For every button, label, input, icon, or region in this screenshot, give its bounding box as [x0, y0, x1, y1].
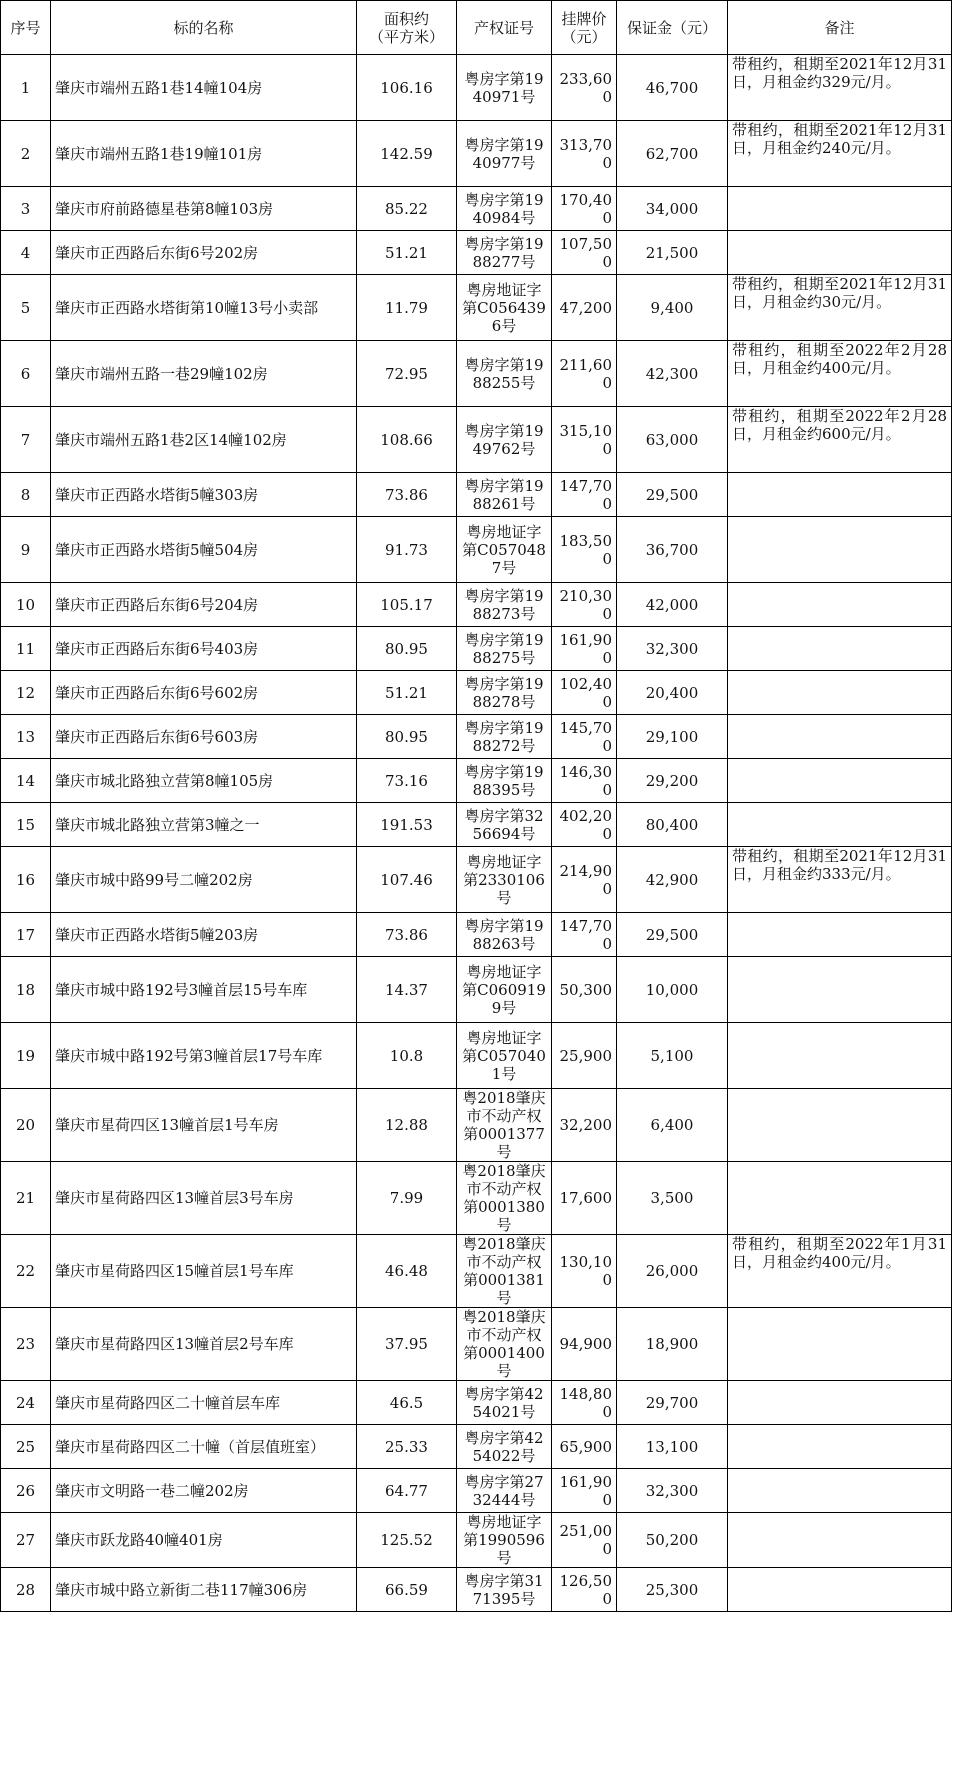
table-row: [1, 341, 952, 407]
cell-area: 11.79: [357, 275, 457, 341]
cell-name: 肇庆市正西路水塔街5幢303房: [51, 473, 357, 517]
cell-area: 73.16: [357, 759, 457, 803]
cell-cert: 粤房字第1988273号: [457, 583, 552, 627]
cell-name: 肇庆市星荷路四区二十幢首层车库: [51, 1381, 357, 1425]
cell-price: 147,700: [552, 913, 617, 957]
cell-note: 带租约，租期至2021年12月31日，月租金约30元/月。: [728, 275, 952, 341]
cell-area: 80.95: [357, 715, 457, 759]
cell-note: [728, 1425, 952, 1469]
cell-cert: 粤房字第1988395号: [457, 759, 552, 803]
cell-note: 带租约，租期至2021年12月31日，月租金约333元/月。: [728, 847, 952, 913]
cell-area: 80.95: [357, 627, 457, 671]
cell-price: 251,000: [552, 1513, 617, 1568]
cell-seq: 27: [1, 1513, 51, 1568]
cell-seq: 14: [1, 759, 51, 803]
header-area-line2: （平方米）: [368, 27, 444, 46]
cell-area: 72.95: [357, 341, 457, 407]
cell-cert: 粤房地证字第C0570487号: [457, 517, 552, 583]
cell-name: 肇庆市城中路192号3幢首层15号车库: [51, 957, 357, 1023]
cell-cert: 粤房字第3256694号: [457, 803, 552, 847]
cell-area: 14.37: [357, 957, 457, 1023]
cell-seq: 17: [1, 913, 51, 957]
cell-deposit: 36,700: [617, 517, 728, 583]
cell-name: 肇庆市星荷路四区15幢首层1号车库: [51, 1235, 357, 1308]
cell-price: 233,600: [552, 55, 617, 121]
cell-cert: 粤2018肇庆市不动产权第0001377号: [457, 1089, 552, 1162]
cell-deposit: 42,000: [617, 583, 728, 627]
cell-deposit: 26,000: [617, 1235, 728, 1308]
cell-note: [728, 1308, 952, 1381]
cell-name: 肇庆市正西路后东街6号202房: [51, 231, 357, 275]
cell-seq: 4: [1, 231, 51, 275]
cell-area: 125.52: [357, 1513, 457, 1568]
cell-seq: 19: [1, 1023, 51, 1089]
cell-name: 肇庆市星荷路四区二十幢（首层值班室）: [51, 1425, 357, 1469]
cell-price: 17,600: [552, 1162, 617, 1235]
cell-seq: 15: [1, 803, 51, 847]
header-cert: 产权证号: [457, 1, 552, 55]
cell-name: 肇庆市府前路德星巷第8幢103房: [51, 187, 357, 231]
cell-deposit: 13,100: [617, 1425, 728, 1469]
table-row: [1, 473, 952, 517]
header-row: [1, 1, 952, 55]
table-row: [1, 1235, 952, 1308]
cell-seq: 8: [1, 473, 51, 517]
cell-deposit: 5,100: [617, 1023, 728, 1089]
cell-seq: 1: [1, 55, 51, 121]
cell-deposit: 10,000: [617, 957, 728, 1023]
table-body: [1, 55, 952, 1612]
cell-area: 25.33: [357, 1425, 457, 1469]
cell-note: [728, 1162, 952, 1235]
cell-seq: 24: [1, 1381, 51, 1425]
table-row: [1, 583, 952, 627]
cell-seq: 26: [1, 1469, 51, 1513]
table-row: [1, 847, 952, 913]
cell-name: 肇庆市城中路99号二幢202房: [51, 847, 357, 913]
cell-name: 肇庆市正西路水塔街5幢504房: [51, 517, 357, 583]
cell-price: 50,300: [552, 957, 617, 1023]
cell-price: 32,200: [552, 1089, 617, 1162]
cell-cert: 粤房字第1988263号: [457, 913, 552, 957]
cell-name: 肇庆市城北路独立营第3幢之一: [51, 803, 357, 847]
cell-area: 105.17: [357, 583, 457, 627]
cell-note: [728, 957, 952, 1023]
table-row: [1, 759, 952, 803]
cell-seq: 25: [1, 1425, 51, 1469]
cell-price: 210,300: [552, 583, 617, 627]
table-row: [1, 1162, 952, 1235]
cell-deposit: 62,700: [617, 121, 728, 187]
cell-area: 73.86: [357, 473, 457, 517]
cell-note: [728, 1023, 952, 1089]
cell-deposit: 80,400: [617, 803, 728, 847]
cell-seq: 18: [1, 957, 51, 1023]
cell-name: 肇庆市端州五路1巷14幢104房: [51, 55, 357, 121]
cell-name: 肇庆市正西路后东街6号602房: [51, 671, 357, 715]
cell-deposit: 29,200: [617, 759, 728, 803]
cell-seq: 22: [1, 1235, 51, 1308]
cell-name: 肇庆市正西路水塔街5幢203房: [51, 913, 357, 957]
cell-deposit: 25,300: [617, 1568, 728, 1612]
cell-name: 肇庆市正西路后东街6号204房: [51, 583, 357, 627]
cell-area: 108.66: [357, 407, 457, 473]
cell-note: [728, 627, 952, 671]
table-row: [1, 671, 952, 715]
cell-note: [728, 913, 952, 957]
cell-note: [728, 1089, 952, 1162]
cell-name: 肇庆市星荷路四区13幢首层3号车房: [51, 1162, 357, 1235]
cell-area: 46.48: [357, 1235, 457, 1308]
cell-area: 12.88: [357, 1089, 457, 1162]
cell-area: 64.77: [357, 1469, 457, 1513]
cell-cert: 粤2018肇庆市不动产权第0001400号: [457, 1308, 552, 1381]
cell-price: 126,500: [552, 1568, 617, 1612]
cell-seq: 20: [1, 1089, 51, 1162]
cell-name: 肇庆市正西路后东街6号403房: [51, 627, 357, 671]
table-row: [1, 1381, 952, 1425]
cell-deposit: 29,500: [617, 913, 728, 957]
cell-deposit: 63,000: [617, 407, 728, 473]
table-row: [1, 627, 952, 671]
cell-deposit: 3,500: [617, 1162, 728, 1235]
cell-name: 肇庆市跃龙路40幢401房: [51, 1513, 357, 1568]
table-row: [1, 517, 952, 583]
cell-deposit: 21,500: [617, 231, 728, 275]
table-row: [1, 407, 952, 473]
cell-note: [728, 715, 952, 759]
cell-cert: 粤房地证字第C0570401号: [457, 1023, 552, 1089]
cell-cert: 粤房字第2732444号: [457, 1469, 552, 1513]
header-area: [357, 1, 457, 55]
header-area-line1: 面积约: [383, 9, 429, 28]
table-row: [1, 1425, 952, 1469]
cell-price: 102,400: [552, 671, 617, 715]
cell-deposit: 50,200: [617, 1513, 728, 1568]
cell-seq: 9: [1, 517, 51, 583]
cell-cert: 粤房字第1940977号: [457, 121, 552, 187]
cell-area: 191.53: [357, 803, 457, 847]
cell-area: 73.86: [357, 913, 457, 957]
cell-seq: 10: [1, 583, 51, 627]
cell-note: [728, 187, 952, 231]
cell-area: 91.73: [357, 517, 457, 583]
cell-name: 肇庆市文明路一巷二幢202房: [51, 1469, 357, 1513]
cell-name: 肇庆市城中路192号第3幢首层17号车库: [51, 1023, 357, 1089]
cell-name: 肇庆市端州五路1巷2区14幢102房: [51, 407, 357, 473]
cell-cert: 粤房字第3171395号: [457, 1568, 552, 1612]
cell-deposit: 46,700: [617, 55, 728, 121]
table-row: [1, 1469, 952, 1513]
header-note: 备注: [728, 1, 952, 55]
table-row: [1, 231, 952, 275]
cell-note: [728, 1469, 952, 1513]
table-row: [1, 913, 952, 957]
table-row: [1, 803, 952, 847]
cell-name: 肇庆市正西路后东街6号603房: [51, 715, 357, 759]
cell-price: 65,900: [552, 1425, 617, 1469]
cell-deposit: 20,400: [617, 671, 728, 715]
cell-area: 51.21: [357, 671, 457, 715]
cell-price: 94,900: [552, 1308, 617, 1381]
cell-area: 51.21: [357, 231, 457, 275]
table-row: [1, 1089, 952, 1162]
cell-cert: 粤房字第1988255号: [457, 341, 552, 407]
cell-name: 肇庆市城中路立新街二巷117幢306房: [51, 1568, 357, 1612]
cell-seq: 23: [1, 1308, 51, 1381]
cell-note: [728, 517, 952, 583]
cell-seq: 3: [1, 187, 51, 231]
cell-deposit: 29,500: [617, 473, 728, 517]
cell-area: 46.5: [357, 1381, 457, 1425]
cell-cert: 粤房字第4254021号: [457, 1381, 552, 1425]
cell-price: 214,900: [552, 847, 617, 913]
cell-area: 37.95: [357, 1308, 457, 1381]
cell-cert: 粤房字第1949762号: [457, 407, 552, 473]
cell-note: [728, 231, 952, 275]
cell-cert: 粤房字第1988277号: [457, 231, 552, 275]
cell-note: [728, 1381, 952, 1425]
cell-cert: 粤房字第4254022号: [457, 1425, 552, 1469]
cell-name: 肇庆市端州五路一巷29幢102房: [51, 341, 357, 407]
cell-cert: 粤房地证字第C0609199号: [457, 957, 552, 1023]
cell-note: [728, 671, 952, 715]
cell-cert: 粤房字第1988278号: [457, 671, 552, 715]
cell-cert: 粤房字第1988275号: [457, 627, 552, 671]
cell-cert: 粤2018肇庆市不动产权第0001380号: [457, 1162, 552, 1235]
cell-note: [728, 803, 952, 847]
cell-cert: 粤房字第1940984号: [457, 187, 552, 231]
cell-price: 145,700: [552, 715, 617, 759]
cell-price: 146,300: [552, 759, 617, 803]
table-row: [1, 121, 952, 187]
cell-cert: 粤房地证字第2330106号: [457, 847, 552, 913]
table-row: [1, 1308, 952, 1381]
table-row: [1, 715, 952, 759]
cell-area: 10.8: [357, 1023, 457, 1089]
cell-area: 66.59: [357, 1568, 457, 1612]
cell-note: 带租约，租期至2021年12月31日，月租金约240元/月。: [728, 121, 952, 187]
cell-name: 肇庆市星荷路四区13幢首层2号车库: [51, 1308, 357, 1381]
cell-note: 带租约，租期至2022年2月28日，月租金约600元/月。: [728, 407, 952, 473]
cell-area: 7.99: [357, 1162, 457, 1235]
cell-seq: 13: [1, 715, 51, 759]
cell-deposit: 42,900: [617, 847, 728, 913]
header-deposit: 保证金（元）: [617, 1, 728, 55]
cell-area: 142.59: [357, 121, 457, 187]
cell-note: [728, 759, 952, 803]
cell-price: 170,400: [552, 187, 617, 231]
cell-deposit: 32,300: [617, 1469, 728, 1513]
cell-cert: 粤房字第1988261号: [457, 473, 552, 517]
cell-seq: 12: [1, 671, 51, 715]
cell-note: 带租约，租期至2022年1月31日，月租金约400元/月。: [728, 1235, 952, 1308]
cell-deposit: 9,400: [617, 275, 728, 341]
cell-price: 313,700: [552, 121, 617, 187]
cell-deposit: 18,900: [617, 1308, 728, 1381]
cell-price: 107,500: [552, 231, 617, 275]
cell-name: 肇庆市星荷四区13幢首层1号车房: [51, 1089, 357, 1162]
table-row: [1, 275, 952, 341]
cell-price: 211,600: [552, 341, 617, 407]
cell-note: [728, 1568, 952, 1612]
cell-seq: 21: [1, 1162, 51, 1235]
cell-price: 25,900: [552, 1023, 617, 1089]
cell-price: 402,200: [552, 803, 617, 847]
header-seq: 序号: [1, 1, 51, 55]
cell-deposit: 29,700: [617, 1381, 728, 1425]
table-row: [1, 1023, 952, 1089]
table-row: [1, 55, 952, 121]
cell-note: [728, 473, 952, 517]
header-price-line2: （元）: [561, 27, 607, 46]
header-price: [552, 1, 617, 55]
cell-seq: 6: [1, 341, 51, 407]
cell-deposit: 29,100: [617, 715, 728, 759]
cell-price: 130,100: [552, 1235, 617, 1308]
cell-deposit: 6,400: [617, 1089, 728, 1162]
table-row: [1, 1568, 952, 1612]
cell-name: 肇庆市端州五路1巷19幢101房: [51, 121, 357, 187]
cell-price: 315,100: [552, 407, 617, 473]
table-row: [1, 187, 952, 231]
cell-deposit: 42,300: [617, 341, 728, 407]
cell-seq: 7: [1, 407, 51, 473]
cell-note: [728, 1513, 952, 1568]
cell-area: 107.46: [357, 847, 457, 913]
cell-note: 带租约，租期至2022年2月28日，月租金约400元/月。: [728, 341, 952, 407]
cell-name: 肇庆市正西路水塔街第10幢13号小卖部: [51, 275, 357, 341]
cell-seq: 2: [1, 121, 51, 187]
cell-cert: 粤2018肇庆市不动产权第0001381号: [457, 1235, 552, 1308]
cell-cert: 粤房字第1940971号: [457, 55, 552, 121]
table-row: [1, 957, 952, 1023]
header-price-line1: 挂牌价: [561, 9, 607, 28]
cell-seq: 5: [1, 275, 51, 341]
cell-deposit: 32,300: [617, 627, 728, 671]
cell-seq: 28: [1, 1568, 51, 1612]
cell-note: [728, 583, 952, 627]
header-name: 标的名称: [51, 1, 357, 55]
cell-cert: 粤房字第1988272号: [457, 715, 552, 759]
cell-price: 183,500: [552, 517, 617, 583]
cell-name: 肇庆市城北路独立营第8幢105房: [51, 759, 357, 803]
cell-price: 161,900: [552, 1469, 617, 1513]
table-row: [1, 1513, 952, 1568]
cell-area: 85.22: [357, 187, 457, 231]
cell-cert: 粤房地证字第1990596号: [457, 1513, 552, 1568]
cell-cert: 粤房地证字第C0564396号: [457, 275, 552, 341]
cell-deposit: 34,000: [617, 187, 728, 231]
cell-seq: 11: [1, 627, 51, 671]
cell-price: 147,700: [552, 473, 617, 517]
cell-price: 47,200: [552, 275, 617, 341]
cell-note: 带租约，租期至2021年12月31日，月租金约329元/月。: [728, 55, 952, 121]
cell-price: 148,800: [552, 1381, 617, 1425]
cell-seq: 16: [1, 847, 51, 913]
cell-area: 106.16: [357, 55, 457, 121]
cell-price: 161,900: [552, 627, 617, 671]
